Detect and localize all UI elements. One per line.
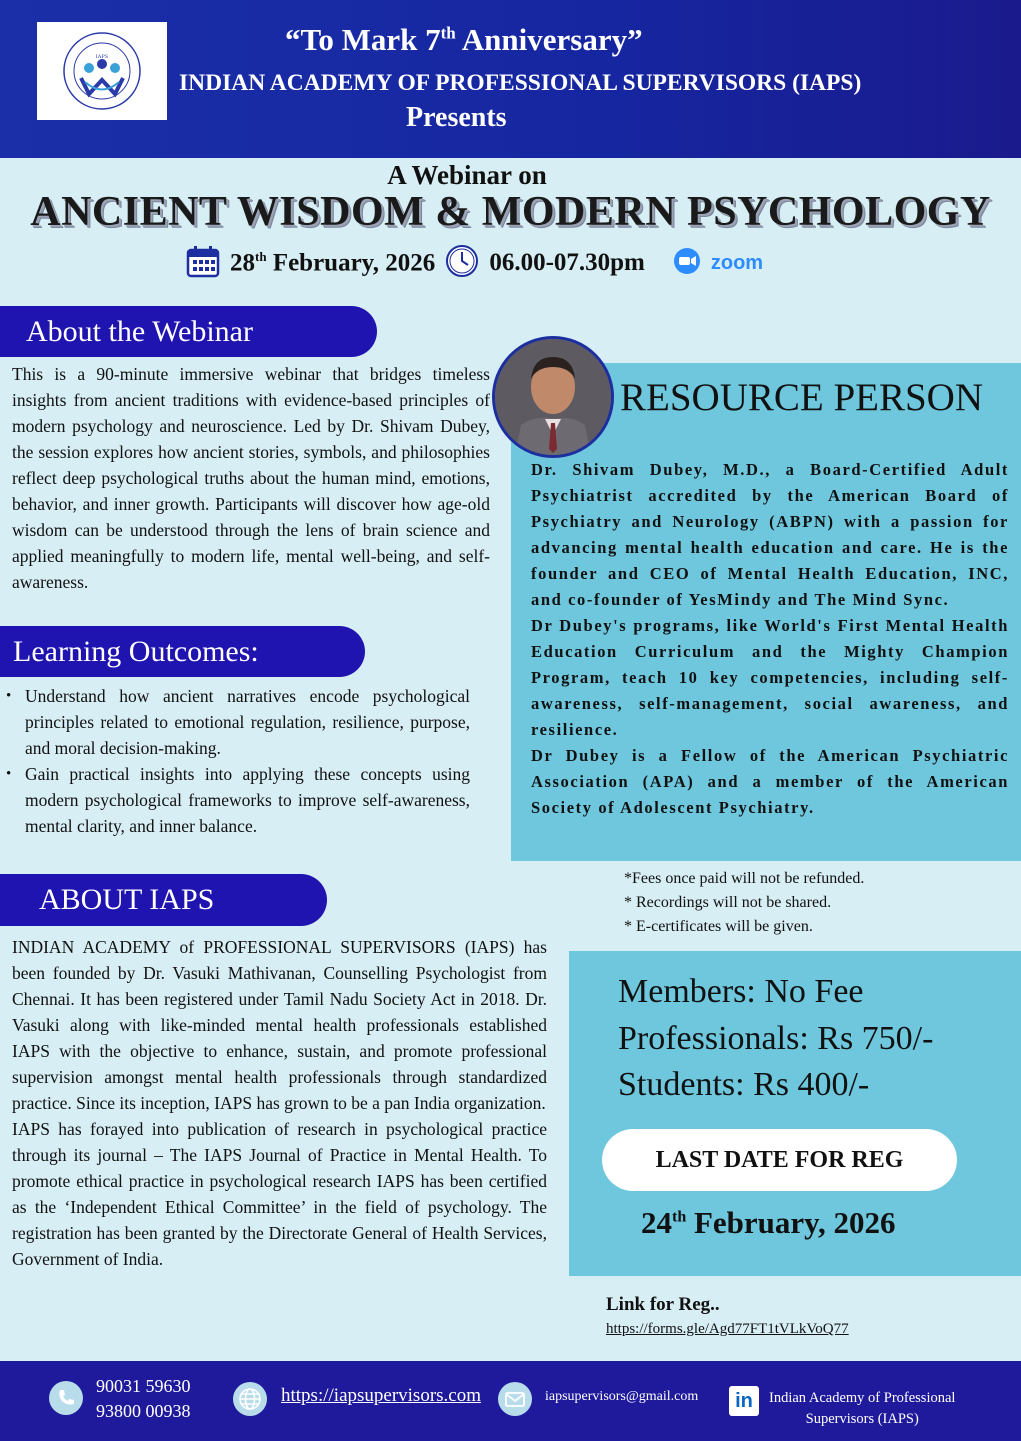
last-date-label: LAST DATE FOR REG xyxy=(602,1129,957,1191)
bio-paragraph: Dr Dubey is a Fellow of the American Psychiatric Association (APA) and a member of the American Society of Adolescent Psychiatry. xyxy=(531,746,1009,817)
about-iaps-heading: ABOUT IAPS xyxy=(0,874,327,926)
webinar-intro: A Webinar on xyxy=(387,160,547,190)
note-certificates: * E-certificates will be given. xyxy=(624,918,813,935)
organization-name: INDIAN ACADEMY OF PROFESSIONAL SUPERVISORS (IAPS) xyxy=(179,70,862,96)
presents-text: Presents xyxy=(406,102,507,133)
anniversary-title: “To Mark 7th Anniversary” xyxy=(285,22,643,57)
learning-outcomes-heading: Learning Outcomes: xyxy=(0,626,365,677)
terms-notes xyxy=(624,867,864,939)
about-webinar-heading: About the Webinar xyxy=(0,306,377,357)
phone-icon xyxy=(49,1381,83,1415)
list-item: • Gain practical insights into applying these concepts using modern psychological frameworks to improve self-awareness, mental clarity, and inner balance. xyxy=(6,761,470,839)
clock-icon xyxy=(445,244,479,283)
svg-text:IAPS: IAPS xyxy=(95,54,109,60)
resource-person-bio xyxy=(531,457,1009,821)
note-recordings: * Recordings will not be shared. xyxy=(624,894,832,911)
learning-outcomes-list xyxy=(6,683,470,839)
last-date-value: 24th February, 2026 xyxy=(641,1205,896,1240)
linkedin-icon: in xyxy=(729,1386,759,1416)
phone-2: 93800 00938 xyxy=(96,1401,191,1421)
speaker-photo xyxy=(492,336,614,458)
webinar-date: 28th February, 2026 xyxy=(230,248,436,277)
webinar-time: 06.00-07.30pm xyxy=(489,249,645,276)
email-icon xyxy=(498,1382,532,1416)
fee-students: Students: Rs 400/- xyxy=(618,1066,870,1103)
iaps-paragraph: IAPS has forayed into publication of research in psychological practice through its journal – The IAPS Journal of Practice in Mental Health. To promote ethical practice in psychological research IAPS has been certified as the ‘Independent Ethical Committee’ in the field of psychology. The registration has been granted by the Directorate General of Health Services, Government of India. xyxy=(12,1119,547,1269)
zoom-wordmark: zoom xyxy=(710,251,764,274)
fee-professionals: Professionals: Rs 750/- xyxy=(618,1020,934,1057)
phone-numbers xyxy=(96,1374,191,1424)
zoom-icon xyxy=(673,247,701,280)
website-link[interactable]: https://iapsupervisors.com xyxy=(281,1385,482,1406)
registration-label: Link for Reg.. xyxy=(606,1294,720,1315)
linkedin-page[interactable]: Indian Academy of Professional Supervisors (IAPS) xyxy=(769,1390,956,1427)
about-iaps-text xyxy=(12,934,547,1272)
email-address[interactable]: iapsupervisors@gmail.com xyxy=(545,1389,699,1404)
calendar-icon xyxy=(186,244,220,283)
iaps-logo xyxy=(37,22,167,120)
header-banner xyxy=(0,0,1021,158)
phone-1: 90031 59630 xyxy=(96,1376,191,1396)
webinar-title: ANCIENT WISDOM & MODERN PSYCHOLOGY xyxy=(30,189,991,235)
bio-paragraph: Dr Dubey's programs, like World's First Mental Health Education Curriculum and the Mighty Champion Program, teach 10 key competencies, including self-awareness, self-management, social awareness, and resilience. xyxy=(531,616,1009,739)
fee-members: Members: No Fee xyxy=(618,973,864,1010)
about-webinar-text: This is a 90-minute immersive webinar that bridges timeless insights from ancient traditions with evidence-based principles of modern psychology and neuroscience. Led by Dr. Shivam Dubey, the session explores how ancient stories, symbols, and philosophies reflect deep psychological truths about the human mind, emotions, behavior, and inner growth. Participants will discover how age-old wisdom can be understood through the lens of brain science and applied meaningfully to modern life, mental well-being, and self-awareness. xyxy=(12,364,490,592)
note-refund: *Fees once paid will not be refunded. xyxy=(624,870,865,887)
registration-link[interactable]: https://forms.gle/Agd77FT1tVLkVoQ77 xyxy=(606,1321,849,1337)
list-item: • Understand how ancient narratives encode psychological principles related to emotional regulation, resilience, purpose, and moral decision-making. xyxy=(6,683,470,761)
bio-paragraph: Dr. Shivam Dubey, M.D., a Board-Certified Adult Psychiatrist accredited by the American Board of Psychiatry and Neurology (ABPN) with a passion for advancing mental health education and care. He is the founder and CEO of Mental Health Education, INC, and co-founder of YesMindy and The Mind Sync. xyxy=(531,460,1009,609)
date-time-row xyxy=(186,243,763,283)
footer-bar xyxy=(0,1361,1021,1441)
globe-icon xyxy=(233,1382,267,1416)
resource-person-heading: RESOURCE PERSON xyxy=(620,376,983,419)
iaps-paragraph: INDIAN ACADEMY of PROFESSIONAL SUPERVISORS (IAPS) has been founded by Dr. Vasuki Mathivanan, Counselling Psychologist from Chennai. It has been registered under Tamil Nadu Society Act in 2018. Dr. Vasuki along with like-minded mental health professionals established IAPS with the objective to enhance, sustain, and promote professional supervision amongst mental health professionals through standardized practice. Since its inception, IAPS has grown to be a pan India organization. xyxy=(12,937,547,1113)
